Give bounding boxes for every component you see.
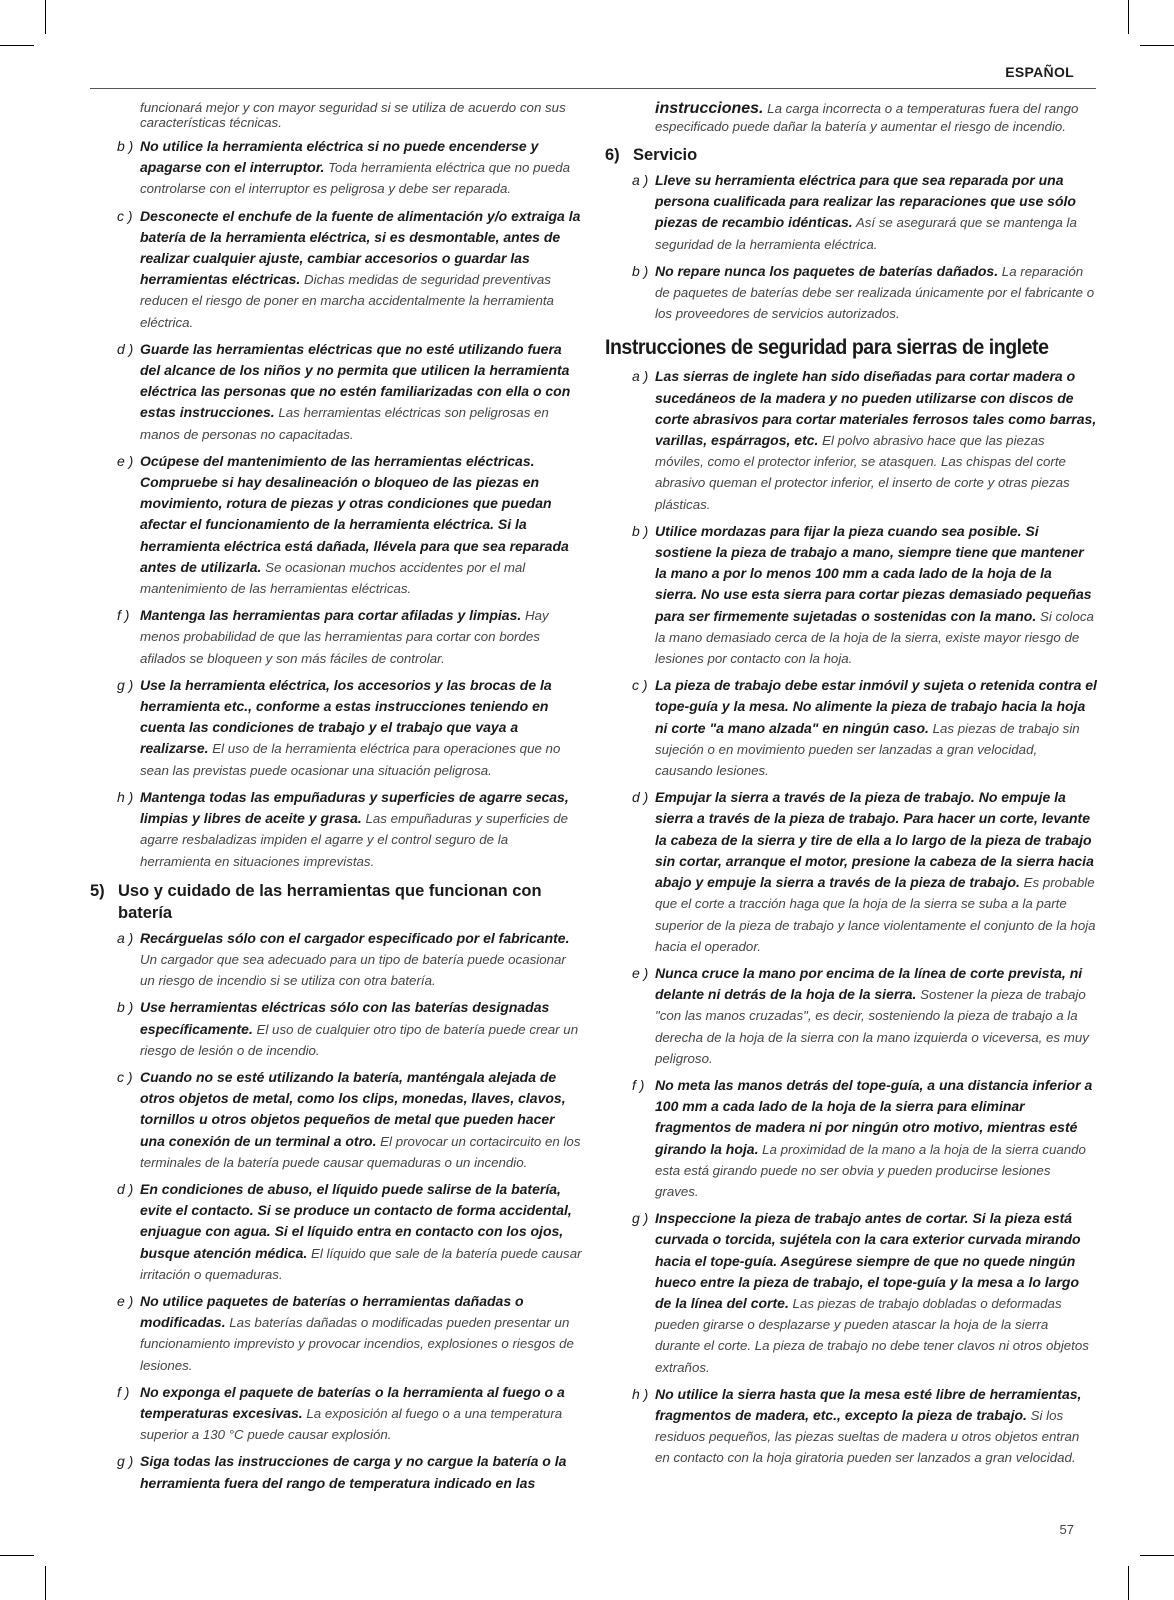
list-item bbox=[90, 1067, 582, 1173]
item-normal-text: Se ocasionan muchos accidentes por el mal mantenimiento de las herramientas eléctricas. bbox=[140, 559, 526, 597]
item-normal-text: Toda herramienta eléctrica que no pueda controlarse con el interruptor es peligrosa y debe ser reparada. bbox=[140, 160, 571, 197]
list-item bbox=[90, 675, 582, 781]
crop-mark bbox=[1128, 1566, 1129, 1600]
item-body bbox=[140, 1067, 582, 1173]
item-bold-text: La pieza de trabajo debe estar inmóvil y sujeta o retenida contra el tope-guía y la mesa. No alimente la pieza de trabajo hacia la hoja ni corte "a mano alzada" en ningún caso. bbox=[655, 677, 1097, 736]
item-body bbox=[140, 451, 582, 599]
item-bold-text: Cuando no se esté utilizando la batería, manténgala alejada de otros objetos de metal, como los clips, monedas, llaves, clavos, tornillos u otros objetos pequeños de metal que pueden hacer una conexión de un terminal a otro. bbox=[140, 1068, 566, 1149]
item-bold-text: En condiciones de abuso, el líquido puede salirse de la batería, evite el contacto. Si se produce un contacto de forma accidental, enjuague con agua. Si el líquido entra en contacto con los ojos, busque atención médica. bbox=[140, 1180, 572, 1261]
item-body bbox=[655, 787, 1097, 957]
item-letter: c ) bbox=[117, 207, 133, 224]
item-letter: d ) bbox=[117, 340, 134, 357]
item-letter: e ) bbox=[632, 964, 649, 981]
item-normal-text: El provocar un cortacircuito en los terminales de la batería puede causar quemaduras o un incendio. bbox=[140, 1133, 581, 1170]
continuation-text: funcionará mejor y con mayor seguridad si se utiliza de acuerdo con sus características técnicas. bbox=[140, 100, 566, 130]
item-letter: f ) bbox=[117, 607, 130, 624]
list-item bbox=[90, 451, 582, 599]
item-letter: a ) bbox=[632, 172, 649, 188]
crop-mark bbox=[1128, 0, 1129, 34]
list-item bbox=[90, 136, 582, 200]
item-bold-text: No exponga el paquete de baterías o la herramienta al fuego o a temperaturas excesivas. bbox=[140, 1383, 565, 1421]
list-item bbox=[90, 206, 582, 333]
item-bold-text: Siga todas las instrucciones de carga y no cargue la batería o la herramienta fuera del rango de temperatura indicado en las bbox=[140, 1453, 567, 1491]
item-bold-text: Guarde las herramientas eléctricas que no esté utilizando fuera del alcance de los niños y no permita que utilicen la herramienta eléctrica las personas que no estén familiarizadas con ella o con estas instrucciones. bbox=[140, 340, 571, 421]
item-bold-text: Ocúpese del mantenimiento de las herramientas eléctricas. Compruebe si hay desalineación o bloqueo de las piezas en movimiento, rotura de piezas y otras condiciones que puedan afectar el funcionamiento de la herramienta eléctrica. Si la herramienta eléctrica está dañada, llévela para que sea reparada antes de utilizarla. bbox=[140, 452, 569, 575]
item-letter: e ) bbox=[117, 452, 134, 469]
crop-mark bbox=[1140, 1555, 1174, 1556]
general-safety-list bbox=[90, 136, 582, 872]
item-normal-text: Dichas medidas de seguridad preventivas reducen el riesgo de poner en marcha accidentalmente la herramienta eléctrica. bbox=[140, 272, 554, 330]
item-body bbox=[655, 521, 1097, 669]
item-bold-text: Mantenga las herramientas para cortar afiladas y limpias. bbox=[140, 607, 522, 624]
crop-mark bbox=[0, 1555, 34, 1556]
item-letter: b ) bbox=[632, 522, 649, 539]
item-bold-text: Mantenga todas las empuñaduras y superficies de agarre secas, limpias y libres de aceite y grasa. bbox=[140, 788, 569, 827]
crop-mark bbox=[1140, 45, 1174, 46]
list-item bbox=[605, 1075, 1097, 1202]
crop-mark bbox=[0, 45, 34, 46]
item-letter: h ) bbox=[117, 788, 134, 805]
language-label: ESPAÑOL bbox=[1005, 64, 1074, 80]
list-item bbox=[90, 605, 582, 669]
list-item bbox=[90, 1291, 582, 1376]
item-normal-text: Sostener la pieza de trabajo "con las manos cruzadas", es decir, sosteniendo la pieza de trabajo a la derecha de la hoja de la sierra con la mano izquierda o viceversa, es muy peligroso. bbox=[655, 987, 1089, 1066]
item-bold-text: No utilice la herramienta eléctrica si no puede encenderse y apagarse con el interruptor. bbox=[140, 138, 539, 176]
item-body bbox=[140, 675, 582, 781]
list-item bbox=[90, 787, 582, 872]
item-body bbox=[140, 928, 582, 992]
item-bold-text: Use la herramienta eléctrica, los accesorios y las brocas de la herramienta etc., conforme a estas instrucciones teniendo en cuenta las condiciones de trabajo y el trabajo que vaya a realizarse. bbox=[140, 676, 552, 757]
item-letter: f ) bbox=[632, 1076, 645, 1093]
list-item bbox=[605, 675, 1097, 781]
continuation-bold: instrucciones. bbox=[655, 100, 764, 117]
miter-saw-heading: Instrucciones de seguridad para sierras de inglete bbox=[605, 336, 1049, 360]
section-number: 5) bbox=[90, 881, 105, 900]
item-bold-text: Utilice mordazas para fijar la pieza cuando sea posible. Si sostiene la pieza de trabajo a mano, siempre tiene que mantener la mano a por lo menos 100 mm a cada lado de la hoja de la sierra. No use esta sierra para cortar piezas demasiado pequeñas para ser firmemente sujetadas o sostenidas con la mano. bbox=[655, 522, 1092, 624]
item-body bbox=[655, 170, 1097, 255]
item-letter: c ) bbox=[117, 1068, 133, 1085]
page-number: 57 bbox=[1059, 1522, 1074, 1537]
list-item bbox=[90, 1179, 582, 1285]
item-normal-text: Las herramientas eléctricas son peligrosas en manos de personas no capacitadas. bbox=[140, 405, 549, 442]
item-letter: a ) bbox=[117, 929, 134, 946]
miter-saw-list bbox=[605, 366, 1097, 1468]
list-item bbox=[90, 1382, 582, 1446]
item-body bbox=[140, 1382, 582, 1446]
list-item bbox=[90, 339, 582, 445]
list-item bbox=[605, 1384, 1097, 1469]
list-item bbox=[90, 997, 582, 1061]
crop-mark bbox=[45, 0, 46, 34]
item-normal-text: La proximidad de la mano a la hoja de la sierra cuando esta está girando puede no ser obvia y pueden producirse lesiones graves. bbox=[655, 1141, 1086, 1199]
item-bold-text: No meta las manos detrás del tope-guía, a una distancia inferior a 100 mm a cada lado de la hoja de la sierra para eliminar fragmentos de madera ni por ningún otro motivo, mientras esté girando la hoja. bbox=[655, 1076, 1093, 1157]
battery-safety-list bbox=[90, 928, 582, 1494]
item-normal-text: Las empuñaduras y superficies de agarre resbaladizas impiden el agarre y el control seguro de la herramienta en situaciones imprevistas. bbox=[140, 811, 569, 869]
item-body bbox=[655, 1384, 1097, 1469]
item-body bbox=[140, 1291, 582, 1376]
section-number: 6) bbox=[605, 146, 620, 164]
item-bold-text: Desconecte el enchufe de la fuente de alimentación y/o extraiga la batería de la herramienta eléctrica, si es desmontable, antes de realizar cualquier ajuste, cambiar accesorios o guardar las herramientas eléctricas. bbox=[140, 207, 581, 288]
continuation-normal: La carga incorrecta o a temperaturas fuera del rango especificado puede dañar la batería y aumentar el riesgo de incendio. bbox=[655, 101, 1079, 134]
continuation-text bbox=[655, 100, 1097, 136]
item-letter: g ) bbox=[117, 676, 134, 693]
item-normal-text: Así se asegurará que se mantenga la seguridad de la herramienta eléctrica. bbox=[655, 215, 1077, 252]
item-letter: b ) bbox=[117, 999, 134, 1016]
item-letter: d ) bbox=[632, 789, 649, 806]
list-item bbox=[605, 366, 1097, 514]
item-bold-text: Lleve su herramienta eléctrica para que sea reparada por una persona cualificada para realizar las reparaciones que use sólo piezas de recambio idénticas. bbox=[655, 172, 1076, 231]
item-normal-text: Un cargador que sea adecuado para un tipo de batería puede ocasionar un riesgo de incendio si se utiliza con otra batería. bbox=[140, 951, 566, 989]
list-item bbox=[605, 521, 1097, 669]
right-column bbox=[605, 100, 1097, 1475]
item-normal-text: El líquido que sale de la batería puede causar irritación o quemaduras. bbox=[140, 1245, 582, 1282]
item-normal-text: Si los residuos pequeños, las piezas sueltas de madera u otros objetos entran en contacto con la hoja giratoria pueden ser lanzados a gran velocidad. bbox=[655, 1407, 1080, 1466]
item-normal-text: Si coloca la mano demasiado cerca de la hoja de la sierra, existe mayor riesgo de lesiones por contacto con la hoja. bbox=[655, 608, 1094, 667]
item-bold-text: Nunca cruce la mano por encima de la línea de corte prevista, ni delante ni detrás de la hoja de la sierra. bbox=[655, 964, 1083, 1003]
item-body bbox=[140, 605, 582, 669]
item-bold-text: No utilice paquetes de baterías o herramientas dañadas o modificadas. bbox=[140, 1292, 524, 1331]
item-normal-text: La reparación de paquetes de baterías debe ser realizada únicamente por el fabricante o los proveedores de servicios autorizados. bbox=[655, 263, 1095, 322]
list-item bbox=[90, 928, 582, 992]
section-title: Uso y cuidado de las herramientas que funcionan con batería bbox=[118, 881, 542, 922]
list-item bbox=[90, 1451, 582, 1493]
section-title: Servicio bbox=[633, 146, 698, 164]
item-body bbox=[140, 1451, 582, 1493]
header-rule bbox=[90, 88, 1096, 89]
item-body bbox=[140, 206, 582, 333]
item-body bbox=[655, 366, 1097, 514]
item-body bbox=[140, 136, 582, 200]
item-body bbox=[655, 675, 1097, 781]
service-list bbox=[605, 170, 1097, 324]
item-body bbox=[140, 787, 582, 872]
item-letter: g ) bbox=[117, 1453, 134, 1470]
section-6-heading bbox=[605, 144, 1097, 166]
item-bold-text: Las sierras de inglete han sido diseñadas para cortar madera o sucedáneos de la madera y no pueden utilizarse con discos de corte abrasivos para cortar materiales ferrosos tales como barras, varillas, espárragos, etc. bbox=[655, 368, 1097, 449]
item-bold-text: No repare nunca los paquetes de baterías dañados. bbox=[655, 262, 999, 279]
list-item bbox=[605, 787, 1097, 957]
item-bold-text: Use herramientas eléctricas sólo con las baterías designadas específicamente. bbox=[140, 999, 550, 1037]
item-bold-text: Recárguelas sólo con el cargador especificado por el fabricante. bbox=[140, 929, 570, 946]
list-item bbox=[605, 170, 1097, 255]
list-item bbox=[605, 1208, 1097, 1378]
item-letter: f ) bbox=[117, 1383, 130, 1400]
item-letter: d ) bbox=[117, 1180, 134, 1197]
item-normal-text: Las piezas de trabajo dobladas o deformadas pueden girarse o desplazarse y pueden atascar la hoja de la sierra durante el corte. La pieza de trabajo no debe tener clavos ni otros objetos extraños. bbox=[655, 1295, 1089, 1375]
list-item bbox=[605, 261, 1097, 325]
item-normal-text: El uso de la herramienta eléctrica para operaciones que no sean las previstas puede ocasionar una situación peligrosa. bbox=[140, 741, 561, 778]
item-letter: c ) bbox=[632, 677, 648, 694]
item-bold-text: No utilice la sierra hasta que la mesa esté libre de herramientas, fragmentos de madera, etc., excepto la pieza de trabajo. bbox=[655, 1385, 1082, 1423]
item-normal-text: Es probable que el corte a tracción haga que la hoja de la sierra se suba a la parte superior de la pieza de trabajo y lance violentamente el conjunto de la hoja hacia el operador. bbox=[655, 875, 1096, 954]
item-body bbox=[655, 1075, 1097, 1202]
item-body bbox=[140, 339, 582, 445]
item-body bbox=[655, 261, 1097, 325]
item-letter: a ) bbox=[632, 368, 649, 385]
item-body bbox=[140, 1179, 582, 1285]
crop-mark bbox=[45, 1566, 46, 1600]
left-column bbox=[90, 100, 582, 1500]
item-normal-text: Las baterías dañadas o modificadas pueden presentar un funcionamiento imprevisto y provocar incendios, explosiones o riesgos de lesiones. bbox=[140, 1315, 574, 1373]
item-normal-text: El polvo abrasivo hace que las piezas móviles, como el protector inferior, se atasquen. Las chispas del corte abrasivo queman el protector inferior, el inserto de corte y otras piezas plásticas. bbox=[655, 433, 1070, 512]
item-letter: h ) bbox=[632, 1385, 649, 1402]
section-5-heading bbox=[90, 880, 582, 924]
item-letter: b ) bbox=[117, 138, 134, 154]
item-normal-text: Las piezas de trabajo sin sujeción o en movimiento pueden ser lanzadas a gran velocidad, causando lesiones. bbox=[655, 720, 1080, 779]
item-body bbox=[140, 997, 582, 1061]
item-letter: e ) bbox=[117, 1292, 134, 1309]
item-body bbox=[655, 1208, 1097, 1378]
item-bold-text: Inspeccione la pieza de trabajo antes de cortar. Si la pieza está curvada o torcida, sujétela con la cara exterior curvada mirando hacia el tope-guía. Asegúrese siempre de que no quede ningún hueco entre la pieza de trabajo, el tope-guía y la mesa a lo largo de la línea del corte. bbox=[655, 1210, 1081, 1311]
item-letter: b ) bbox=[632, 262, 649, 279]
item-normal-text: El uso de cualquier otro tipo de batería puede crear un riesgo de lesión o de incendio. bbox=[140, 1021, 579, 1058]
item-normal-text: La exposición al fuego o a una temperatura superior a 130 °C puede causar explosión. bbox=[140, 1405, 563, 1443]
item-normal-text: Hay menos probabilidad de que las herramientas para cortar con bordes afilados se bloqueen y son más fáciles de controlar. bbox=[140, 608, 549, 666]
item-letter: g ) bbox=[632, 1210, 649, 1227]
list-item bbox=[605, 963, 1097, 1069]
item-bold-text: Empujar la sierra a través de la pieza de trabajo. No empuje la sierra a través de la pieza de trabajo. Para hacer un corte, levante la cabeza de la sierra y tire de ella a lo largo de la pieza de trabajo sin cortar, arranque el motor, presione la cabeza de la sierra hacia abajo y empuje la sierra a través de la pieza de trabajo. bbox=[655, 789, 1094, 891]
item-body bbox=[655, 963, 1097, 1069]
